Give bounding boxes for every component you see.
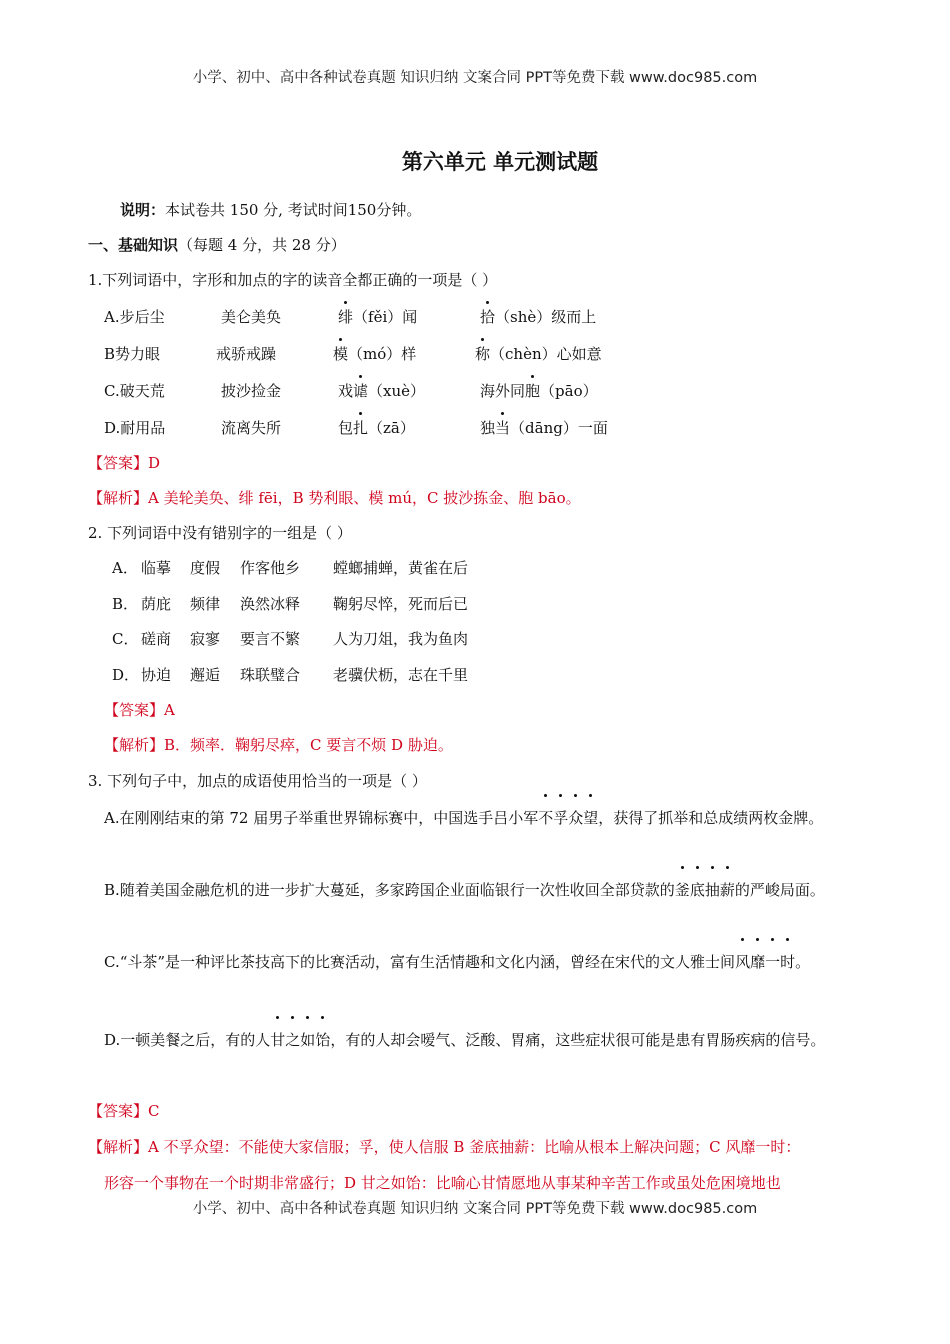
q3-option-c-idiom: 风靡一时 — [735, 953, 795, 971]
q2-stem: 2. 下列词语中没有错别字的一组是（ ） — [88, 524, 352, 542]
q3-analysis-line-2: 形容一个事物在一个时期非常盛行；D 甘之如饴：比喻心甘情愿地从事某种辛苦工作或虽处危困境地也 — [104, 1174, 781, 1192]
q1-option-a-2: 美仑美奂 — [221, 308, 282, 326]
q2-option-c-label: C． — [112, 630, 139, 648]
exam-note — [120, 200, 421, 220]
q1-option-d-2: 流离失所 — [221, 419, 282, 437]
q1-option-c-3: 戏谑（xuè） — [338, 382, 426, 400]
header-banner: 小学、初中、高中各种试卷真题 知识归纳 文案合同 PPT等免费下载 www.doc985.com — [192, 70, 758, 86]
q1-option-c-4: 海外同胞（pāo） — [480, 382, 598, 400]
q1-stem: 1.下列词语中，字形和加点的字的读音全都正确的一项是（ ） — [88, 271, 498, 289]
q2-option-c-2: 寂寥 — [190, 630, 221, 648]
q1-option-d-3: 包扎（zā） — [338, 419, 415, 437]
q1-option-d-1: D.耐用品 — [104, 419, 166, 437]
q1-option-d-4: 独当（dāng）一面 — [480, 419, 608, 437]
section-score: （每题 4 分，共 28 分） — [178, 236, 346, 254]
q3-option-c-text-2: 。 — [795, 953, 811, 971]
q2-option-a-4: 螳螂捕蝉，黄雀在后 — [333, 559, 469, 577]
q3-option-d-text-2: ，有的人却会嗳气、泛酸、胃痛，这些症状很可能是患有胃肠疾病的信号。 — [330, 1031, 826, 1049]
q2-option-b-2: 频律 — [190, 595, 221, 613]
q2-option-c-4: 人为刀俎，我为鱼肉 — [333, 630, 469, 648]
q2-option-b-4: 鞠躬尽悴，死而后已 — [333, 595, 469, 613]
note-text: 本试卷共 150 分, 考试时间150分钟。 — [165, 201, 422, 219]
q2-option-d-1: 协迫 — [141, 666, 172, 684]
q3-option-a-text-2: ，获得了抓举和总成绩两枚金牌。 — [598, 809, 824, 827]
q1-option-b-4: 称（chèn）心如意 — [475, 345, 602, 363]
q1-option-a-4: 拾（shè）级而上 — [480, 308, 597, 326]
q1-option-a-1: A.步后尘 — [104, 308, 165, 326]
q3-option-d — [104, 1022, 864, 1058]
q2-option-c-3: 要言不繁 — [240, 630, 301, 648]
q1-analysis: 【解析】A 美轮美奂、绯 fēi，B 势利眼、模 mú，C 披沙拣金、胞 bāo。 — [88, 489, 581, 507]
q2-option-a-3: 作客他乡 — [240, 559, 301, 577]
q3-option-c-text-1: C.“斗茶”是一种评比茶技高下的比赛活动，富有生活情趣和文化内涵，曾经在宋代的文人雅士间 — [104, 953, 736, 971]
q3-stem: 3. 下列句子中，加点的成语使用恰当的一项是（ ） — [88, 772, 427, 790]
q3-option-b — [104, 872, 864, 908]
q3-answer: 【答案】C — [88, 1102, 160, 1120]
q3-analysis-line-1: 【解析】A 不孚众望：不能使大家信服；孚，使人信服 B 釜底抽薪：比喻从根本上解决问题；C 风靡一时： — [88, 1138, 801, 1156]
q2-option-a-label: A． — [112, 559, 138, 577]
q1-option-c-2: 披沙捡金 — [221, 382, 282, 400]
q3-option-c — [104, 944, 864, 980]
q3-option-d-text-1: D.一顿美餐之后，有的人 — [104, 1031, 271, 1049]
q2-option-a-1: 临摹 — [141, 559, 172, 577]
q1-option-a-3: 绯（fěi）闻 — [338, 308, 418, 326]
q2-answer: 【答案】A — [104, 701, 175, 719]
q1-option-c-1: C.破天荒 — [104, 382, 165, 400]
footer-banner: 小学、初中、高中各种试卷真题 知识归纳 文案合同 PPT等免费下载 www.doc985.com — [192, 1201, 758, 1217]
q1-answer: 【答案】D — [88, 454, 161, 472]
q3-option-b-text-1: B.随着美国金融危机的进一步扩大蔓延，多家跨国企业面临银行一次性收回全部贷款的 — [104, 881, 675, 899]
q2-option-b-1: 荫庇 — [141, 595, 172, 613]
page-title: 第六单元 单元测试题 — [401, 150, 599, 174]
q3-option-b-idiom: 釜底抽薪 — [675, 881, 735, 899]
q3-option-b-text-2: 的严峻局面。 — [734, 881, 825, 899]
section-title: 一、基础知识 — [88, 236, 179, 254]
q3-option-a-text-1: A.在刚刚结束的第 72 届男子举重世界锦标赛中，中国选手吕小军 — [104, 809, 539, 827]
q2-option-a-2: 度假 — [190, 559, 221, 577]
section-heading — [88, 235, 346, 255]
q2-option-d-label: D． — [112, 666, 140, 684]
q2-option-d-4: 老骥伏枥，志在千里 — [333, 666, 469, 684]
q2-option-b-3: 涣然冰释 — [240, 595, 301, 613]
q2-option-d-2: 邂逅 — [190, 666, 221, 684]
q2-option-d-3: 珠联璧合 — [240, 666, 301, 684]
q1-option-b-2: 戒骄戒躁 — [216, 345, 277, 363]
q1-option-b-1: B势力眼 — [104, 345, 161, 363]
q1-option-b-3: 模（mó）样 — [333, 345, 417, 363]
q2-option-b-label: B． — [112, 595, 139, 613]
q3-option-d-idiom: 甘之如饴 — [270, 1031, 330, 1049]
q2-option-c-1: 磋商 — [141, 630, 172, 648]
q3-option-a — [104, 800, 864, 836]
note-label: 说明： — [120, 201, 166, 219]
q2-analysis: 【解析】B．频率．鞠躬尽瘁，C 要言不烦 D 胁迫。 — [104, 736, 453, 754]
q3-option-a-idiom: 不孚众望 — [538, 809, 598, 827]
